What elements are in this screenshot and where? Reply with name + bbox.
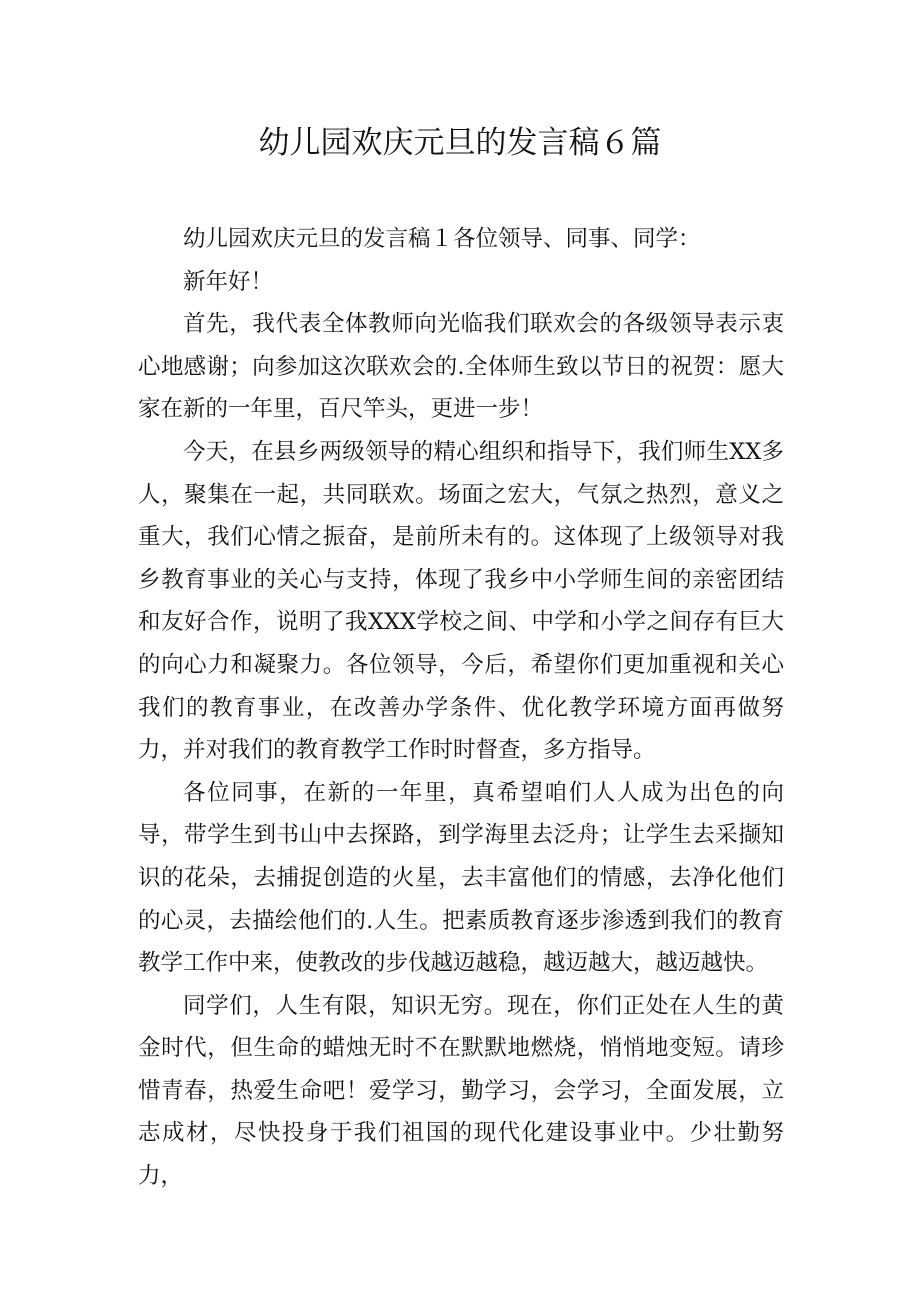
paragraph-thanks: 首先，我代表全体教师向光临我们联欢会的各级领导表示衷心地感谢；向参加这次联欢会的.全体师生致以节日的祝贺：愿大家在新的一年里，百尺竿头，更进一步！ bbox=[138, 311, 784, 423]
paragraph-colleagues: 各位同事，在新的一年里，真希望咱们人人成为出色的向导，带学生到书山中去探路，到学海里去泛舟；让学生去采撷知识的花朵，去捕捉创造的火星，去丰富他们的情感，去净化他们的心灵，去描绘他们的.人生。把素质教育逐步渗透到我们的教育教学工作中来，使教改的步伐越迈越稳，越迈越大，越迈越快。 bbox=[138, 779, 784, 977]
paragraph-new-year: 新年好！ bbox=[183, 268, 274, 295]
document-title: 幼儿园欢庆元旦的发言稿６篇 bbox=[258, 125, 662, 161]
paragraph-greeting: 幼儿园欢庆元旦的发言稿１各位领导、同事、同学： bbox=[183, 226, 701, 252]
document-body bbox=[138, 218, 784, 1198]
paragraph-students: 同学们，人生有限，知识无穷。现在，你们正处在人生的黄金时代，但生命的蜡烛无时不在默默地燃烧，悄悄地变短。请珍惜青春，热爱生命吧！爱学习，勤学习，会学习，全面发展，立志成材，尽快投身于我们祖国的现代化建设事业中。少壮勤努力， bbox=[138, 992, 784, 1190]
paragraph-today: 今天，在县乡两级领导的精心组织和指导下，我们师生XX多人，聚集在一起，共同联欢。场面之宏大，气氛之热烈，意义之重大，我们心情之振奋，是前所未有的。这体现了上级领导对我乡教育事业的关心与支持，体现了我乡中小学师生间的亲密团结和友好合作，说明了我XXX学校之间、中学和小学之间存有巨大的向心力和凝聚力。各位领导，今后，希望你们更加重视和关心我们的教育事业，在改善办学条件、优化教学环境方面再做努力，并对我们的教育教学工作时时督查，多方指导。 bbox=[138, 438, 784, 764]
